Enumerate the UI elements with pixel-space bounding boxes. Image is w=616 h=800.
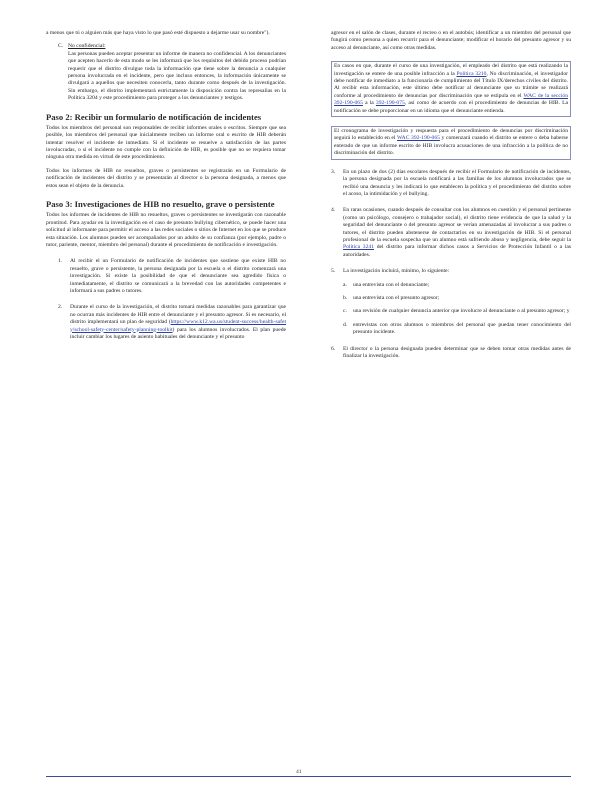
policy-3210-link[interactable]: Política 3210 [456,70,487,77]
step-item-6 [331,346,571,361]
step-item-4-marker: 4. [331,207,336,214]
step-item-3-marker: 3. [331,168,336,175]
cases-text-1: En casos en que, durante el curso de una investigación, el empleado del distrito que está realizando la investigación se entere de una posible infracción a la [334,63,568,77]
paso3-item-2-marker: 2. [58,304,63,311]
continuation-paragraph: agresor en el salón de clases, durante el recreo o en el autobús; identificar a un miembro del personal que fungirá como persona a quien recurrir para el denunciante; modificar el horario del presunto agresor y su acceso al denunciante, así como otras medidas. [331,30,571,51]
wac-392-190-065-schedule-link[interactable]: WAC 392-190-065 [397,135,440,142]
paso3-item-2-text-before: Durante el curso de la investigación, el distrito tomará medidas razonables para garantizar que no ocurran más incidentes de HIB entre el denunciante y el presunto agresor. Si es necesario, el distrito implementará un plan de seguridad ( [70,304,286,326]
paso3-item-1-text: Al recibir el un Formulario de notificación de incidentes que sostiene que existe HIB no resuelto, grave o persistente, la persona designada por la escuela o el distrito comenzará una investigación. Si existe la posibilidad de que el denunciante sea agredido física o inmediatamente, el distrito se comunicará a la brevedad con las autoridades competentes e informará a sus padres o tutores. [70,258,286,294]
step-item-5-marker: 5. [331,268,336,275]
sub-b-text: una entrevista con el presunto agresor; [353,294,440,301]
sub-a-text: una entrevista con el denunciante; [353,281,430,288]
sub-d-marker: d. [343,321,348,328]
sub-b-marker: b. [343,294,348,301]
step-item-3 [331,169,571,199]
step-item-6-text: El director o la persona designada pueden determinar que se deben tomar otras medidas antes de finalizar la investigación. [343,345,571,359]
discrimination-cases-box [331,61,571,117]
paso3-item-1 [58,258,286,295]
step-item-5-sub-c [343,308,571,315]
paso3-heading: Paso 3: Investigaciones de HIB no resuelto, grave o persistente [46,199,275,210]
intro-paragraph: a menos que tú o alguien más que haya visto lo que pasó esté dispuesto a dejarme usar su nombre"). [46,30,270,36]
step-item-5 [331,268,571,336]
schedule-box [331,126,571,160]
sub-c-text: una revisión de cualquier denuncia anterior que involucre al denunciante o al presunto agresor; y [353,308,570,315]
policy-3241-link[interactable]: Política 3241 [343,244,374,251]
step-item-3-text: En un plazo de dos (2) días escolares después de recibir el Formulario de notificación de incidentes, la persona designada por la escuela notificará a las familias de los alumnos involucrados que se recibió una denuncia y les indicará lo que establecen la política y el procedimiento del distrito sobre el acoso, la intimidación y el bullying. [343,168,571,197]
item-c-body: Las personas pueden aceptar presentar un informe de manera no confidencial. A los denunciantes que acepten hacerlo de esta modo se les informará que los requisitos del debido proceso podrían requerir que el distrito divulgue toda la información que tiene sobre la denuncia a cualquier persona involucrada en el incidente, pero que incluso entonces, la información únicamente se divulgará a aquellos que necesiten conocerla, tanto durante como después de la investigación. Sin embargo, el distrito implementará estrictamente la disposición contra las represalias en la Política 3204 y este procedimiento para proteger a los denunciantes y testigos. [68,50,286,102]
cases-text-4: , así como de acuerdo con el procedimiento de denuncias de HIB. La notificación se debe proporcionar en un idioma que el denunciante entienda. [334,100,568,114]
paso2-heading: Paso 2: Recibir un formulario de notificación de incidentes [46,111,262,122]
wac-392-190-065-link[interactable]: WAC de la sección 392-190-065 [334,92,568,107]
step-item-6-marker: 6. [331,345,336,352]
step-item-5-sub-a [343,282,571,289]
step-item-5-text: La investigación incluirá, mínimo, lo siguiente: [343,268,450,275]
sub-a-marker: a. [343,281,347,288]
item-c [46,43,286,102]
cases-text-2: , No discriminación, el investigador debe notificar de inmediato a la funcionaria de cumplimiento del Título IX/derechos civiles del distrito. Al recibir esta información, este último debe notificar al denunciante que su trámite se realizará conforme al procedimiento de denuncias por discriminación que se estipula en el [334,70,568,99]
wac-392-190-075-link[interactable]: 392-190-075 [375,100,405,107]
right-column [331,30,571,360]
item-c-marker: C. [58,43,64,50]
sub-d-text: entrevistas con otros alumnos o miembros del personal que puedan tener conocimiento del presunto incidente. [353,321,571,336]
paso3-item-2-text-after: ) para los alumnos involucrados. El plan puede incluir cambiar los lugares de asiento habituales del denunciante y el presunto [70,326,286,340]
item-c-title: No confidencial: [68,43,106,50]
schedule-paragraph [334,128,568,158]
schedule-text-1: El cronograma de investigación y respuesta para el procedimiento de denuncias por discriminación seguirá lo establecido en el [334,128,568,142]
paso3-paragraph-1: Todos los informes de incidentes de HIB no resueltos, graves o persistentes se investigarán con razonable prontitud. Para ayudar en la investigación en el caso de presunto bullying cibernético, se puede hacer una solicitud al informante para permitir el acceso a las redes sociales o sitios de Internet en los que se produce esta situación. Los alumnos pueden ser acompañados por un adulto de su confianza (por ejemplo, padre o tutor, pariente, mentor, miembro del personal) durante el procedimiento de notificación e investigación. [46,212,286,248]
paso2-paragraph-1: Todos los miembros del personal son responsables de recibir informes orales o escritos. Siempre que sea posible, los miembros del personal que inicialmente reciben un informe oral o escrito de HIB deberán intentar resolver el incidente de inmediato. Si el incidente se resuelve a satisfacción de las partes involucradas, o si el incidente no cumple con la definición de HIB, es posible que no se requiera tomar ninguna otra medida en virtud de este procedimiento. [46,124,286,161]
step-item-4 [331,207,571,259]
step-item-4-text [343,207,571,259]
left-column [46,30,286,341]
paso3-item-2 [58,304,286,341]
safety-planning-toolkit-link[interactable]: https://www.k12.wa.us/student-success/health-safety/school-safety-center/safety-planning-toolkit [70,319,286,333]
paso3-item-1-marker: 1. [58,258,63,265]
step-item-4-text-1: En raras ocasiones, cuando después de consultar con los alumnos en cuestión y el personal pertinente (como un psicólogo, consejero o trabajador social), el distrito tiene evidencia de que la salud y la seguridad del denunciante o del presunto agresor se verían amenazadas al involucrar a sus padres o tutores, el distrito pueden abstenerse de contactarlos en su investigación de HIB. Si el personal profesional de la escuela sospecha que un alumno está sufriendo abuso y negligencia, debe seguir la [343,207,571,243]
sub-c-marker: c. [343,308,347,315]
paso2-paragraph-2: Todos los informes de HIB no resueltos, graves o persistentes se registrarán en un Formulario de notificación de incidentes del distrito y se presentarán al director o la persona designada, a menos que estos sean el objeto de la denuncia. [46,167,286,189]
footer-rule [46,776,571,777]
step-item-4-text-2: del distrito para informar dichos casos a Servicios de Protección Infantil o a las autoridades. [343,244,571,258]
paso3-item-2-text [70,304,286,341]
step-item-5-sub-b [343,295,571,302]
page-number: 41 [296,769,302,775]
step-item-5-sub-d [343,322,571,337]
cases-text-3: a la [362,100,376,107]
schedule-text-2: y comenzará cuando el distrito se entere o deba haberse enterado de que un informe escrito de HIB involucra acusaciones de una infracción a la política de no discriminación del distrito. [334,135,568,157]
discrimination-cases-paragraph [334,63,568,115]
